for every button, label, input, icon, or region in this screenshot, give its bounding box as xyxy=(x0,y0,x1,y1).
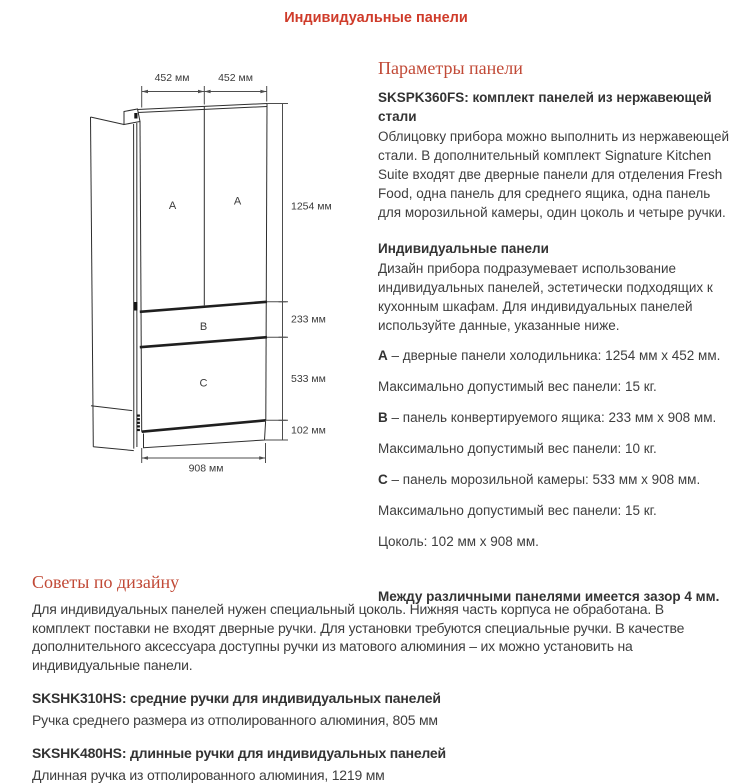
spec-freezer-weight xyxy=(378,502,732,519)
handle-item-medium xyxy=(32,689,724,729)
panel-dimensions-drawing xyxy=(28,52,376,484)
spec-text: – панель конвертируемого ящика: 233 мм x 908 мм. xyxy=(388,410,716,425)
dim-label-total-width: 908 мм xyxy=(189,463,224,475)
spec-text: – панель морозильной камеры: 533 мм x 908 мм. xyxy=(388,472,700,487)
spec-drawer-panel xyxy=(378,409,732,426)
side-base-line xyxy=(91,406,132,411)
tips-body: Для индивидуальных панелей нужен специальный цоколь. Нижняя часть корпуса не обработана. В комплект поставки не входят дверные ручки. Для установки требуются специальные ручки. В качестве дополнительного аксессуара доступны ручки из матового алюминия – их можно установить на индивидуальные панели. xyxy=(32,600,692,674)
side-top-edge xyxy=(91,117,125,125)
hinge-mark-middle xyxy=(134,302,137,311)
dimension-bottom-width xyxy=(142,443,266,475)
dim-label-drawer-height: 233 мм xyxy=(291,314,326,326)
spec-text: Максимально допустимый вес панели: 15 кг. xyxy=(378,379,657,394)
dim-label-plinth-height: 102 мм xyxy=(291,425,326,437)
front-right-edge xyxy=(266,104,267,421)
top-rail xyxy=(124,109,140,125)
handle-desc: Длинная ручка из отполированного алюминия, 1219 мм xyxy=(32,766,692,784)
panel-gap-note: Между различными панелями имеется зазор 4 мм. xyxy=(378,587,732,606)
drawer-freezer-gap xyxy=(140,337,267,347)
dim-label-freezer-height: 533 мм xyxy=(291,373,326,385)
panel-label-door-left: A xyxy=(169,200,177,212)
spec-text: Максимально допустимый вес панели: 10 кг. xyxy=(378,441,657,456)
panel-parameters-section xyxy=(378,58,732,618)
kit-title: SKSPK360FS: комплект панелей из нержавеющей стали xyxy=(378,88,732,126)
design-tips-section xyxy=(32,572,724,784)
freezer-bottom-edge xyxy=(142,420,266,431)
dim-label-door-height: 1254 мм xyxy=(291,201,332,213)
tips-heading: Советы по дизайну xyxy=(32,572,724,593)
spec-text: Цоколь: 102 мм x 908 мм. xyxy=(378,534,539,549)
side-left-edge xyxy=(91,117,94,447)
spec-letter: B xyxy=(378,410,388,425)
spec-plinth xyxy=(378,533,732,550)
handle-title: SKSHK480HS: длинные ручки для индивидуальных панелей xyxy=(32,744,692,763)
spec-letter: C xyxy=(378,472,388,487)
front-left-edge xyxy=(140,122,142,432)
spec-text: Максимально допустимый вес панели: 15 кг. xyxy=(378,503,657,518)
page-title: Индивидуальные панели xyxy=(0,10,752,26)
panel-label-drawer: B xyxy=(200,321,207,333)
spec-drawer-weight xyxy=(378,440,732,457)
spec-freezer-panel xyxy=(378,471,732,488)
handle-title: SKSHK310HS: средние ручки для индивидуальных панелей xyxy=(32,689,692,708)
handle-item-long xyxy=(32,744,724,784)
dimension-top-widths xyxy=(142,72,267,108)
spec-door-panels xyxy=(378,347,732,364)
panel-label-freezer: C xyxy=(200,378,208,390)
spec-door-weight xyxy=(378,378,732,395)
custom-panels-subheading: Индивидуальные панели xyxy=(378,239,732,258)
params-heading: Параметры панели xyxy=(378,58,732,79)
dimension-right-heights xyxy=(265,104,332,441)
dim-label-top-right: 452 мм xyxy=(218,72,253,84)
front-top-edge-inner xyxy=(138,107,267,113)
kit-body: Облицовку прибора можно выполнить из нержавеющей стали. В дополнительный комплект Signature Kitchen Suite входят две дверные панели для отделения Fresh Food, одна панель для среднего ящика, одна панель для морозильной камеры, один цоколь и четыре ручки. xyxy=(378,127,732,222)
panel-label-door-right: A xyxy=(234,196,242,208)
dim-label-top-left: 452 мм xyxy=(155,72,190,84)
side-floor-edge xyxy=(93,447,134,451)
custom-panels-body: Дизайн прибора подразумевает использование индивидуальных панелей, эстетически подходящих к кухонным шкафам. Для индивидуальных панелей используйте данные, указанные ниже. xyxy=(378,259,732,335)
spec-letter: A xyxy=(378,348,388,363)
refrigerator-panel-diagram xyxy=(28,52,376,484)
handle-desc: Ручка среднего размера из отполированного алюминия, 805 мм xyxy=(32,711,692,730)
spec-text: – дверные панели холодильника: 1254 мм x 452 мм. xyxy=(388,348,721,363)
door-drawer-gap xyxy=(140,302,267,312)
front-top-edge xyxy=(138,104,268,110)
hinge-mark-top xyxy=(134,113,137,119)
